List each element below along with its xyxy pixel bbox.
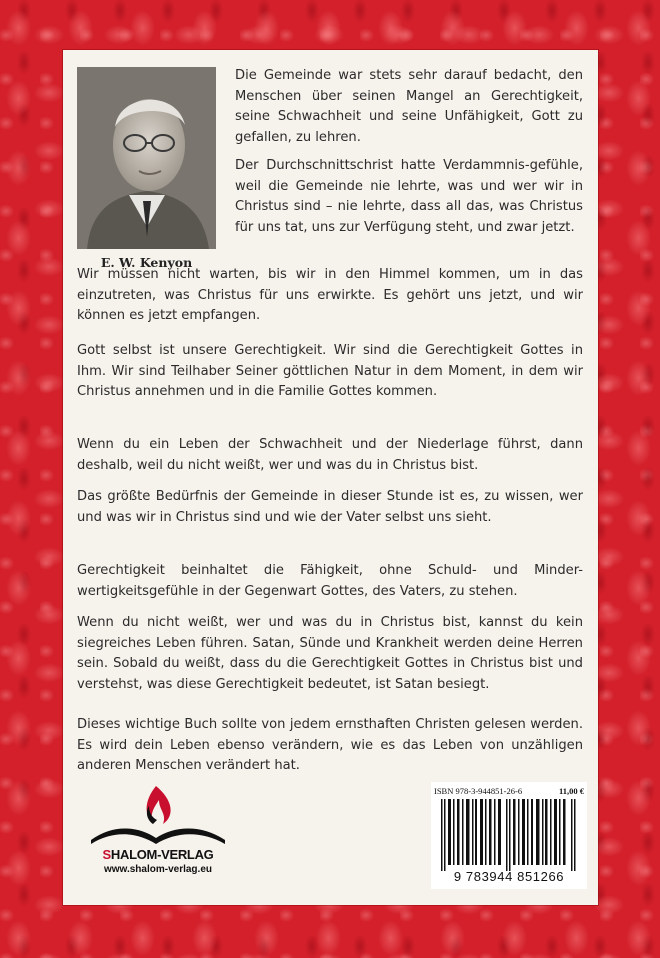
- paragraph-1: Die Gemeinde war stets sehr darauf bedacht, den Menschen über seinen Mangel an Gerechtigkeit, seine Schwachheit und seine Unfähigkeit, Gott zu gefallen, zu lehren.: [235, 68, 583, 145]
- paragraph-8: Wenn du nicht weißt, wer und was du in Christus bist, kannst du kein siegreiches Leben führen. Satan, Sünde und Krankheit werden deine Herren sein. Sobald du weißt, dass du die Gerechtigkeit Gottes in Christus bist und verstehst, was diese Gerechtigkeit bedeutet, ist Satan besiegt.: [77, 615, 583, 692]
- paragraph-9: Dieses wichtige Buch sollte von jedem ernsthaften Christen gelesen werden. Es wird dein Leben ebenso verändern, wie es das Leben von unzähligen anderen Menschen verändert hat.: [77, 717, 583, 773]
- flame-book-icon: [83, 780, 233, 848]
- publisher-url: www.shalom-verlag.eu: [104, 864, 212, 875]
- price-label: 11,00 €: [558, 786, 584, 796]
- paragraph-5: Wenn du ein Leben der Schwachheit und der Niederlage führst, dann deshalb, weil du nicht weißt, wer und was du in Christus bist.: [77, 437, 583, 473]
- publisher-logo: [83, 780, 233, 890]
- back-cover-panel: [63, 50, 598, 905]
- paragraph-4: Gott selbst ist unsere Gerechtigkeit. Wir sind die Gerechtigkeit Gottes in Ihm. Wir sind Teilhaber Seiner göttlichen Natur in dem Moment, in dem wir Christus annehmen und in die Familie Gottes kommen.: [77, 343, 583, 399]
- paragraph-2: Der Durchschnittschrist hatte Verdammnis-gefühle, weil die Gemeinde nie lehrte, was und wer wir in Christus sind – nie lehrte, dass all das, was Christus für uns tat, uns zur Verfügung steht, und zwar jetzt.: [235, 158, 583, 235]
- isbn-barcode: [431, 782, 587, 889]
- paragraph-3: Wir müssen nicht warten, bis wir in den Himmel kommen, um in das einzutreten, was Christus für uns erwirkte. Es gehört uns jetzt, und wir können es jetzt empfangen.: [77, 267, 583, 323]
- publisher-name: SHALOM-VERLAG: [102, 847, 214, 862]
- author-photo: [77, 67, 216, 249]
- barcode-bars-icon: [439, 799, 579, 871]
- ean-number: 9 783944 851266: [453, 869, 565, 884]
- paragraph-6: Das größte Bedürfnis der Gemeinde in dieser Stunde ist es, zu wissen, wer und was wir in Christus sind und wie der Vater selbst uns sieht.: [77, 489, 583, 525]
- author-caption: E. W. Kenyon: [100, 255, 193, 270]
- isbn-text: ISBN 978-3-944851-26-6 11,00 €: [434, 786, 584, 796]
- paragraph-7: Gerechtigkeit beinhaltet die Fähigkeit, ohne Schuld- und Minder-wertigkeitsgefühle in der Gegenwart Gottes, des Vaters, zu stehen.: [77, 563, 583, 599]
